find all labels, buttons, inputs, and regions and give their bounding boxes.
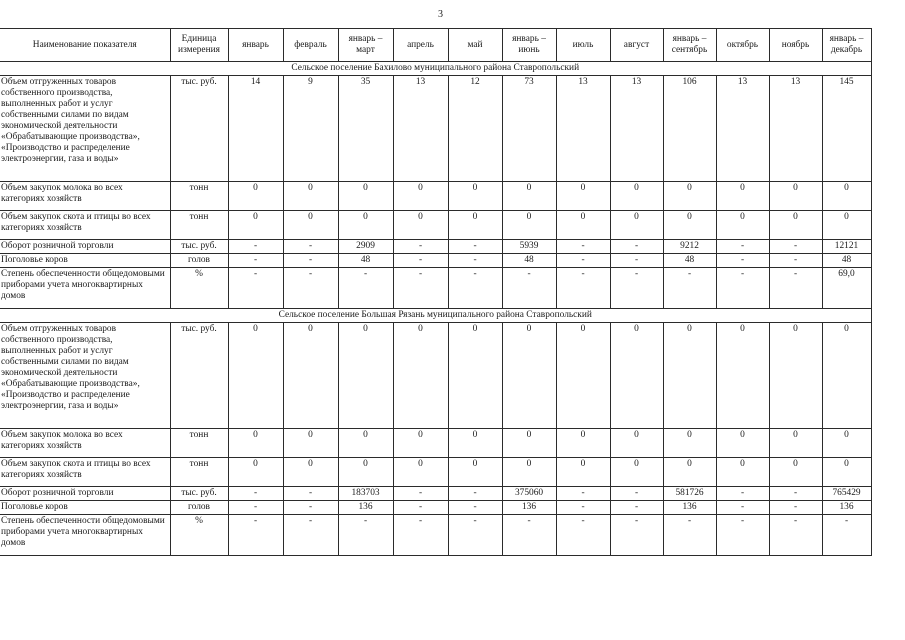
value-cell: 0: [448, 458, 502, 487]
value-cell: -: [556, 240, 610, 254]
value-cell: -: [556, 487, 610, 501]
table-row: [0, 254, 871, 268]
period-column-header: июль: [556, 29, 610, 62]
indicator-name: Поголовье коров: [0, 501, 170, 515]
value-cell: -: [610, 501, 663, 515]
unit-cell: тонн: [170, 211, 228, 240]
table-row: [0, 211, 871, 240]
value-cell: -: [556, 268, 610, 309]
value-cell: -: [393, 501, 448, 515]
value-cell: 0: [556, 458, 610, 487]
value-cell: -: [448, 487, 502, 501]
value-cell: -: [393, 254, 448, 268]
value-cell: -: [610, 240, 663, 254]
value-cell: -: [283, 268, 338, 309]
section-row: [0, 309, 871, 323]
value-cell: -: [393, 240, 448, 254]
page-number: 3: [438, 9, 443, 20]
unit-cell: тонн: [170, 182, 228, 211]
value-cell: 5939: [502, 240, 556, 254]
value-cell: 0: [283, 211, 338, 240]
value-cell: 0: [822, 458, 871, 487]
value-cell: 0: [283, 458, 338, 487]
value-cell: 0: [663, 458, 716, 487]
value-cell: -: [283, 254, 338, 268]
value-cell: 12: [448, 76, 502, 182]
value-cell: 0: [228, 323, 283, 429]
period-column-header: май: [448, 29, 502, 62]
value-cell: 9212: [663, 240, 716, 254]
value-cell: -: [448, 268, 502, 309]
value-cell: -: [283, 487, 338, 501]
value-cell: 0: [283, 429, 338, 458]
value-cell: -: [283, 501, 338, 515]
value-cell: 0: [338, 323, 393, 429]
value-cell: 0: [610, 182, 663, 211]
value-cell: -: [663, 515, 716, 556]
table-row: [0, 501, 871, 515]
value-cell: -: [822, 515, 871, 556]
value-cell: 0: [283, 323, 338, 429]
value-cell: 0: [502, 429, 556, 458]
value-cell: 48: [663, 254, 716, 268]
period-column-header: август: [610, 29, 663, 62]
unit-cell: тыс. руб.: [170, 76, 228, 182]
value-cell: 183703: [338, 487, 393, 501]
value-cell: 48: [822, 254, 871, 268]
value-cell: 0: [716, 182, 769, 211]
unit-cell: тыс. руб.: [170, 323, 228, 429]
value-cell: 0: [502, 323, 556, 429]
value-cell: -: [228, 240, 283, 254]
value-cell: 0: [228, 458, 283, 487]
unit-cell: %: [170, 268, 228, 309]
value-cell: -: [338, 515, 393, 556]
value-cell: 0: [338, 182, 393, 211]
period-column-header: февраль: [283, 29, 338, 62]
table-header-row: [0, 29, 871, 62]
value-cell: -: [716, 268, 769, 309]
indicator-name: Поголовье коров: [0, 254, 170, 268]
value-cell: -: [716, 515, 769, 556]
period-column-header: январь – июнь: [502, 29, 556, 62]
value-cell: 0: [556, 323, 610, 429]
value-cell: -: [663, 268, 716, 309]
value-cell: 0: [393, 429, 448, 458]
value-cell: -: [769, 501, 822, 515]
value-cell: 0: [556, 211, 610, 240]
value-cell: 0: [393, 323, 448, 429]
value-cell: -: [610, 515, 663, 556]
table-row: [0, 515, 871, 556]
value-cell: -: [556, 515, 610, 556]
period-column-header: январь – март: [338, 29, 393, 62]
value-cell: 581726: [663, 487, 716, 501]
period-column-header: январь – сентябрь: [663, 29, 716, 62]
value-cell: 13: [716, 76, 769, 182]
value-cell: -: [228, 487, 283, 501]
value-cell: 136: [502, 501, 556, 515]
value-cell: 0: [663, 211, 716, 240]
unit-cell: тыс. руб.: [170, 487, 228, 501]
indicator-name: Объем закупок молока во всех категориях хозяйств: [0, 182, 170, 211]
table-row: [0, 268, 871, 309]
value-cell: 136: [338, 501, 393, 515]
value-cell: 0: [338, 211, 393, 240]
value-cell: 0: [716, 211, 769, 240]
value-cell: -: [448, 501, 502, 515]
section-row: [0, 62, 871, 76]
value-cell: -: [393, 487, 448, 501]
value-cell: 765429: [822, 487, 871, 501]
value-cell: 73: [502, 76, 556, 182]
value-cell: 0: [663, 323, 716, 429]
value-cell: -: [769, 240, 822, 254]
statistics-table: [0, 28, 872, 556]
table-row: [0, 458, 871, 487]
value-cell: 0: [663, 182, 716, 211]
value-cell: -: [393, 515, 448, 556]
value-cell: 35: [338, 76, 393, 182]
value-cell: 0: [716, 323, 769, 429]
period-column-header: ноябрь: [769, 29, 822, 62]
value-cell: 0: [610, 323, 663, 429]
table-row: [0, 323, 871, 429]
value-cell: 0: [716, 458, 769, 487]
table-row: [0, 240, 871, 254]
value-cell: 0: [769, 429, 822, 458]
value-cell: 13: [556, 76, 610, 182]
section-title: Сельское поселение Бахилово муниципального района Ставропольский: [0, 62, 871, 76]
period-column-header: январь: [228, 29, 283, 62]
value-cell: 0: [769, 182, 822, 211]
value-cell: -: [610, 487, 663, 501]
value-cell: 14: [228, 76, 283, 182]
table-body: [0, 62, 871, 556]
indicator-name: Степень обеспеченности общедомовыми приборами учета многоквартирных домов: [0, 268, 170, 309]
value-cell: -: [283, 515, 338, 556]
period-column-header: октябрь: [716, 29, 769, 62]
value-cell: -: [502, 515, 556, 556]
value-cell: 0: [769, 458, 822, 487]
value-cell: 106: [663, 76, 716, 182]
value-cell: 0: [448, 182, 502, 211]
indicator-name: Объем отгруженных товаров собственного производства, выполненных работ и услуг собственными силами по видам экономической деятельности «Обрабатывающие производства», «Производство и распределение электроэнергии, газа и воды»: [0, 323, 170, 429]
unit-cell: тонн: [170, 429, 228, 458]
value-cell: 0: [228, 182, 283, 211]
value-cell: 136: [822, 501, 871, 515]
value-cell: 0: [556, 182, 610, 211]
unit-column-header: Единица измерения: [170, 29, 228, 62]
value-cell: 0: [769, 323, 822, 429]
table-row: [0, 429, 871, 458]
value-cell: -: [769, 254, 822, 268]
value-cell: 48: [502, 254, 556, 268]
value-cell: 0: [769, 211, 822, 240]
value-cell: 0: [502, 211, 556, 240]
period-column-header: январь – декабрь: [822, 29, 871, 62]
section-title: Сельское поселение Большая Рязань муниципального района Ставропольский: [0, 309, 871, 323]
value-cell: 0: [822, 429, 871, 458]
value-cell: 0: [502, 182, 556, 211]
indicator-name: Объем отгруженных товаров собственного производства, выполненных работ и услуг собственными силами по видам экономической деятельности «Обрабатывающие производства», «Производство и распределение электроэнергии, газа и воды»: [0, 76, 170, 182]
value-cell: 0: [610, 458, 663, 487]
value-cell: -: [228, 254, 283, 268]
value-cell: 0: [393, 182, 448, 211]
value-cell: 0: [822, 211, 871, 240]
period-column-header: апрель: [393, 29, 448, 62]
value-cell: -: [610, 254, 663, 268]
indicator-column-header: Наименование показателя: [0, 29, 170, 62]
value-cell: -: [610, 268, 663, 309]
value-cell: 69,0: [822, 268, 871, 309]
table-row: [0, 487, 871, 501]
indicator-name: Степень обеспеченности общедомовыми приборами учета многоквартирных домов: [0, 515, 170, 556]
value-cell: -: [716, 501, 769, 515]
value-cell: -: [393, 268, 448, 309]
value-cell: -: [769, 268, 822, 309]
value-cell: -: [448, 515, 502, 556]
value-cell: -: [556, 501, 610, 515]
value-cell: 0: [663, 429, 716, 458]
value-cell: 13: [393, 76, 448, 182]
unit-cell: голов: [170, 501, 228, 515]
value-cell: 2909: [338, 240, 393, 254]
value-cell: 0: [822, 182, 871, 211]
table-row: [0, 182, 871, 211]
unit-cell: тонн: [170, 458, 228, 487]
value-cell: 145: [822, 76, 871, 182]
value-cell: 0: [338, 458, 393, 487]
value-cell: 0: [610, 211, 663, 240]
value-cell: 0: [448, 429, 502, 458]
indicator-name: Оборот розничной торговли: [0, 487, 170, 501]
unit-cell: тыс. руб.: [170, 240, 228, 254]
value-cell: 0: [822, 323, 871, 429]
value-cell: -: [769, 515, 822, 556]
value-cell: -: [716, 240, 769, 254]
value-cell: -: [448, 240, 502, 254]
value-cell: 13: [610, 76, 663, 182]
value-cell: 0: [393, 458, 448, 487]
value-cell: 0: [448, 323, 502, 429]
value-cell: 0: [228, 429, 283, 458]
unit-cell: %: [170, 515, 228, 556]
value-cell: -: [716, 254, 769, 268]
value-cell: 0: [283, 182, 338, 211]
table-row: [0, 76, 871, 182]
value-cell: -: [502, 268, 556, 309]
value-cell: -: [556, 254, 610, 268]
indicator-name: Оборот розничной торговли: [0, 240, 170, 254]
indicator-name: Объем закупок скота и птицы во всех категориях хозяйств: [0, 211, 170, 240]
indicator-name: Объем закупок скота и птицы во всех категориях хозяйств: [0, 458, 170, 487]
value-cell: -: [448, 254, 502, 268]
value-cell: -: [338, 268, 393, 309]
value-cell: 0: [448, 211, 502, 240]
value-cell: 0: [556, 429, 610, 458]
value-cell: 9: [283, 76, 338, 182]
indicator-name: Объем закупок молока во всех категориях хозяйств: [0, 429, 170, 458]
value-cell: 0: [228, 211, 283, 240]
value-cell: -: [283, 240, 338, 254]
value-cell: 375060: [502, 487, 556, 501]
unit-cell: голов: [170, 254, 228, 268]
value-cell: -: [228, 515, 283, 556]
value-cell: -: [769, 487, 822, 501]
value-cell: 136: [663, 501, 716, 515]
value-cell: -: [228, 268, 283, 309]
value-cell: -: [716, 487, 769, 501]
value-cell: 0: [338, 429, 393, 458]
value-cell: -: [228, 501, 283, 515]
value-cell: 12121: [822, 240, 871, 254]
value-cell: 0: [393, 211, 448, 240]
value-cell: 13: [769, 76, 822, 182]
value-cell: 0: [610, 429, 663, 458]
value-cell: 0: [716, 429, 769, 458]
value-cell: 48: [338, 254, 393, 268]
value-cell: 0: [502, 458, 556, 487]
